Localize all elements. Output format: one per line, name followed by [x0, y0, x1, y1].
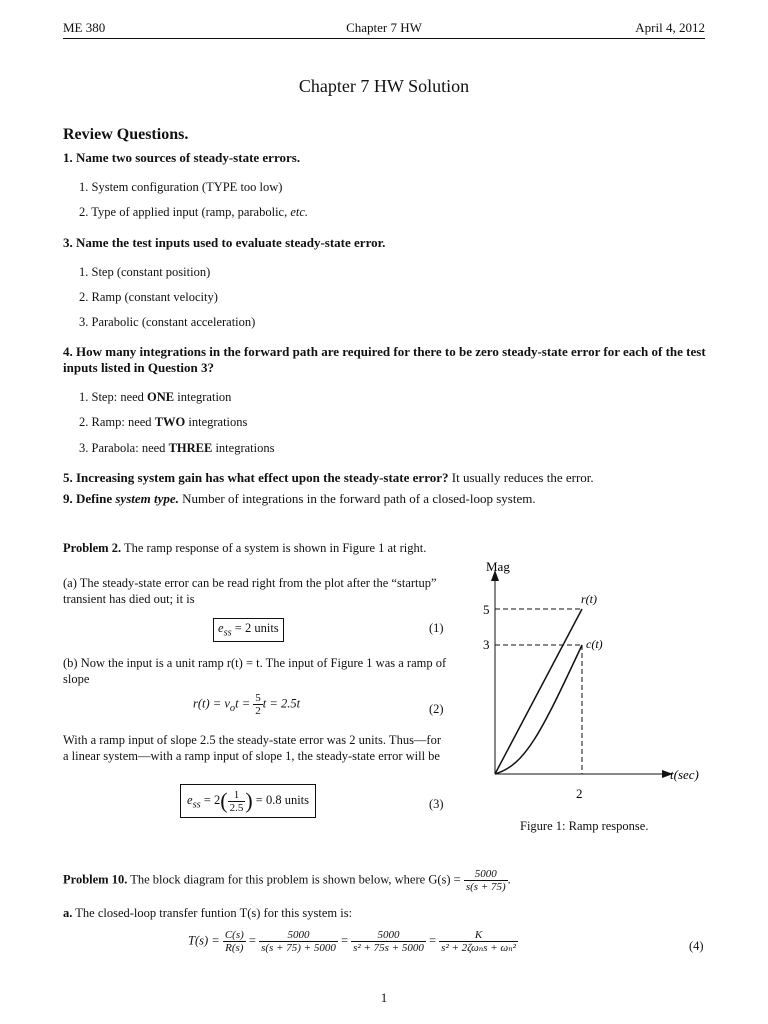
list-item: 2. Ramp: need TWO integrations — [79, 415, 248, 429]
equation-4: T(s) = $\frac{C(s)}{R(s)}$ = $\frac{5000}{s(s + 75) + 5000}$ = $\frac{5000}{\text{s² + 75s + 5000}}$ = $\frac{K}{\text{s² + 2ζωₙs + ωₙ²}}$ — [188, 929, 516, 954]
problem-10-intro: Problem 10. The block diagram for this problem is shown below, where G(s) = $\frac{5000}{s(s + 75)}$ . — [63, 868, 511, 893]
r-curve — [495, 609, 582, 774]
review-heading: Review Questions. — [63, 126, 189, 143]
equation-number: (4) — [689, 939, 704, 953]
equation-2: $r(t) = v_ot$ = $\frac{5}{2}$ t = 2.5t — [193, 692, 301, 717]
list-item: 1. Step (constant position) — [79, 265, 211, 279]
header-chapter: Chapter 7 HW — [346, 20, 422, 35]
x-axis-label: t(sec) — [670, 767, 699, 782]
question-1: 1. Name two sources of steady-state errors. — [63, 150, 301, 165]
page-title: Chapter 7 HW Solution — [298, 76, 470, 96]
c-label: c(t) — [586, 637, 603, 651]
question-5: 5. Increasing system gain has what effect upon the steady-state error? It usually reduces the error. — [63, 470, 594, 485]
question-9: 9. Define system type. Number of integrations in the forward path of a closed-loop system. — [63, 491, 536, 506]
y-axis-label: Mag — [486, 559, 510, 574]
problem-2-text: With a ramp input of slope 2.5 the steady-state error was 2 units. Thus—for a linear system—with a ramp input of slope 1, the steady-state error will be — [63, 733, 442, 763]
c-curve — [495, 645, 582, 774]
figure-caption: Figure 1: Ramp response. — [520, 819, 649, 833]
list-item: 3. Parabola: need THREE integrations — [79, 441, 275, 455]
problem-10-part-a: a. The closed-loop transfer funtion T(s) for this system is: — [63, 906, 353, 920]
equation-number: (3) — [429, 797, 444, 811]
tick-label-3: 3 — [483, 637, 490, 652]
question-3: 3. Name the test inputs used to evaluate steady-state error. — [63, 235, 386, 250]
list-item: 3. Parabolic (constant acceleration) — [79, 315, 256, 329]
problem-2-part-a: (a) The steady-state error can be read right from the plot after the “startup” transient has died out; it is — [63, 576, 437, 606]
header-date: April 4, 2012 — [635, 20, 705, 35]
equation-number: (2) — [429, 702, 444, 716]
page-number: 1 — [380, 990, 388, 1005]
tick-label-5: 5 — [483, 602, 490, 617]
equation-number: (1) — [429, 621, 444, 635]
problem-2-part-b: (b) Now the input is a unit ramp r(t) = t. The input of Figure 1 was a ramp of slope — [63, 656, 447, 686]
ramp-response-figure — [450, 550, 720, 810]
list-item: 1. Step: need ONE integration — [79, 390, 232, 404]
list-item: 2. Type of applied input (ramp, parabolic, etc. — [79, 205, 309, 219]
problem-2-intro: Problem 2. The ramp response of a system is shown in Figure 1 at right. — [63, 541, 427, 555]
header-course: ME 380 — [63, 20, 106, 35]
list-item: 2. Ramp (constant velocity) — [79, 290, 218, 304]
answer-box-3: $e_{ss} = 2$( $\frac{1}{2.5}$ ) = 0.8 units — [180, 784, 316, 818]
question-4: 4. How many integrations in the forward path are required for there to be zero steady-state error for each of the test inputs listed in Question 3? — [63, 344, 706, 375]
header-rule — [63, 38, 705, 39]
answer-box-1: $e_{ss} = 2$ units — [213, 618, 284, 642]
tick-label-2: 2 — [576, 786, 583, 801]
r-label: r(t) — [581, 592, 597, 606]
list-item: 1. System configuration (TYPE too low) — [79, 180, 283, 194]
